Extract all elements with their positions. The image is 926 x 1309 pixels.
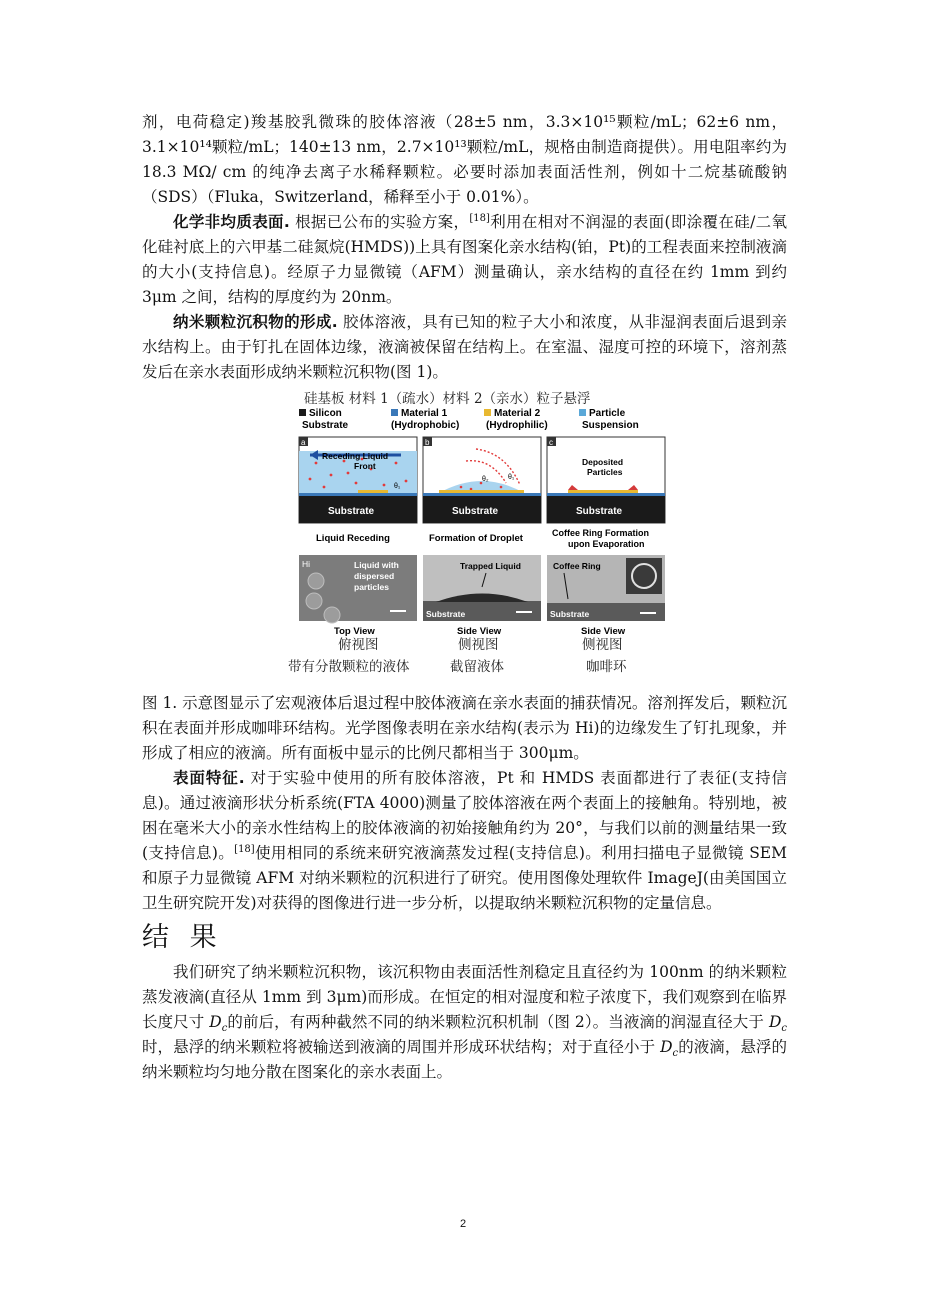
substrate-label-a: Substrate <box>328 506 375 517</box>
text-span: 时，悬浮的纳米颗粒将被输送到液滴的周围并形成环状结构；对于直径小于 <box>142 1038 661 1056</box>
paragraph-results <box>142 960 787 1085</box>
receding-label-1: Receding Liquid <box>322 451 389 461</box>
text-span: 的前后，有两种截然不同的纳米颗粒沉积机制（图 2）。当液滴的润湿直径大于 <box>227 1013 769 1031</box>
heading-deposit-formation: 纳米颗粒沉积物的形成. <box>173 313 338 331</box>
photo-a-label-1: Liquid with <box>354 560 399 570</box>
panel-title-c-2: upon Evaporation <box>568 539 645 549</box>
panel-title-c-1: Coffee Ring Formation <box>552 528 649 538</box>
text-span: 利用在相对不润湿的表面(即涂覆在硅/二氧化硅衬底上的六甲基二硅氮烷(HMDS))上具有图案化亲水结构(铂，Pt)的工程表面来控制液滴的大小(支持信息)。经原子力显微镜（AFM）测量确认，亲水结构的直径在约 1mm 到约 3μm 之间，结构的厚度约为 20nm。 <box>142 213 787 306</box>
paragraph-chemical-surface <box>142 210 787 310</box>
figure-1-caption: 图 1. 示意图显示了宏观液体后退过程中胶体液滴在亲水表面的捕获情况。溶剂挥发后，颗粒沉积在表面并形成咖啡环结构。光学图像表明在亲水结构(表示为 Hi)的边缘发生了钉扎现象，并形成了相应的液滴。所有面板中显示的比例尺都相当于 300μm。 <box>142 694 787 762</box>
photo-top-view <box>299 555 417 623</box>
symbol-dc <box>768 1013 787 1035</box>
panel-a <box>299 437 417 523</box>
legend-silicon-2: Substrate <box>302 420 349 431</box>
deposited-label-1: Deposited <box>582 457 624 467</box>
scale-bar-b <box>516 611 532 613</box>
legend-swatch-silicon <box>299 409 306 416</box>
legend-silicon-1: Silicon <box>309 408 342 419</box>
photo-c-label: Coffee Ring <box>553 561 601 571</box>
theta-2-b: θ₂ <box>482 476 489 483</box>
theta-1-a: θ₁ <box>394 483 401 490</box>
panel-b <box>423 437 541 523</box>
scale-bar-c <box>640 612 656 614</box>
reference-18[interactable]: [18] <box>469 212 490 224</box>
legend-material1-2: (Hydrophobic) <box>391 420 460 431</box>
legend-particle-1: Particle <box>589 408 626 419</box>
cn-view-side-1: 侧视图 <box>458 637 499 653</box>
photo-c-substrate: Substrate <box>550 609 590 619</box>
reference-18[interactable]: [18] <box>234 843 255 855</box>
cn-label-trapped: 截留液体 <box>450 659 504 675</box>
page-body <box>142 110 787 1085</box>
legend-material2-2: (Hydrophilic) <box>486 420 548 431</box>
theta-1-b: θ₁ <box>508 474 515 481</box>
symbol-d: D <box>768 1013 782 1031</box>
view-title-c: Side View <box>581 626 626 637</box>
legend-swatch-material1 <box>391 409 398 416</box>
legend-swatch-material2 <box>484 409 491 416</box>
text-span: 使用相同的系统来研究液滴蒸发过程(支持信息)。利用扫描电子显微镜 SEM 和原子力显微镜 AFM 对纳米颗粒的沉积进行了研究。使用图像处理软件 ImageJ(由美国国立卫生研究院开发)对获得的图像进行进一步分析，以提取纳米颗粒沉积物的定量信息。 <box>142 844 787 912</box>
photo-a-label-3: particles <box>354 582 389 592</box>
panel-letter-b: b <box>425 438 430 447</box>
view-title-b: Side View <box>457 626 502 637</box>
heading-chemical-surface: 化学非均质表面. <box>173 213 290 231</box>
symbol-d: D <box>209 1013 222 1031</box>
page-number: 2 <box>459 1218 467 1230</box>
receding-label-2: Front <box>354 461 376 471</box>
photo-side-view-ring <box>547 555 665 621</box>
legend-particle-2: Suspension <box>582 420 639 431</box>
heading-surface-characterization: 表面特征. <box>173 769 245 787</box>
scale-bar-a <box>390 610 406 612</box>
text-span: 根据已公布的实验方案， <box>295 213 470 231</box>
subscript-c: c <box>781 1023 787 1035</box>
symbol-d: D <box>660 1038 673 1056</box>
text-span: 对于实验中使用的所有胶体溶液，Pt 和 HMDS 表面都进行了表征(支持信息)。通过液滴形状分析系统(FTA 4000)测量了胶体溶液在两个表面上的接触角。特别地，被困在毫米大小的亲水性结构上的胶体液滴的初始接触角约为 20°，与我们以前的测量结果一致(支持信息)。 <box>142 769 788 862</box>
legend-swatch-particle <box>579 409 586 416</box>
photo-hi-label: Hi <box>302 559 311 569</box>
substrate-label-b: Substrate <box>452 506 499 517</box>
text-span: 的液滴，悬浮的纳米颗粒均匀地分散在图案化的亲水表面上。 <box>142 1038 787 1081</box>
section-title-results: 结 果 <box>142 922 223 953</box>
panel-c <box>547 437 665 523</box>
paragraph-surface-characterization <box>142 766 787 916</box>
subscript-c: c <box>221 1023 228 1035</box>
view-title-a: Top View <box>334 626 375 637</box>
deposited-label-2: Particles <box>587 467 623 477</box>
subscript-c: c <box>672 1048 679 1060</box>
photo-b-substrate: Substrate <box>426 609 466 619</box>
cn-label-liquid: 带有分散颗粒的液体 <box>288 659 410 675</box>
symbol-dc <box>209 1013 228 1035</box>
paragraph-materials: 剂，电荷稳定)羧基胶乳微珠的胶体溶液（28±5 nm，3.3×10¹⁵颗粒/mL；62±6 nm，3.1×10¹⁴颗粒/mL；140±13 nm，2.7×10¹³颗粒/mL，规格由制造商提供）。用电阻率约为 18.3 MΩ/ cm 的纯净去离子水稀释颗粒。必要时添加表面活性剂，例如十二烷基硫酸钠（SDS）（Fluka，Switzerland，稀释至小于 0.01%）。 <box>142 113 787 206</box>
figure-1-image <box>296 403 668 639</box>
substrate-label-c: Substrate <box>576 506 623 517</box>
photo-side-view-droplet <box>423 555 541 621</box>
legend-material2-1: Material 2 <box>494 408 541 419</box>
panel-letter-a: a <box>301 438 306 447</box>
text-span: 我们研究了纳米颗粒沉积物，该沉积物由表面活性剂稳定且直径约为 100nm 的纳米颗粒蒸发液滴(直径从 1mm 到 3μm)而形成。在恒定的相对湿度和粒子浓度下，我们观察到在临界长度尺寸 <box>142 963 787 1031</box>
panel-letter-c: c <box>549 438 553 447</box>
panel-title-a: Liquid Receding <box>316 533 390 544</box>
cn-label-coffee-ring: 咖啡环 <box>586 659 627 675</box>
panel-title-b: Formation of Droplet <box>429 533 523 544</box>
cn-view-top: 俯视图 <box>338 637 379 653</box>
photo-b-label: Trapped Liquid <box>460 561 521 571</box>
figure-1 <box>142 389 787 689</box>
text-span: 胶体溶液，具有已知的粒子大小和浓度，从非湿润表面后退到亲水结构上。由于钉扎在固体边缘，液滴被保留在结构上。在室温、湿度可控的环境下，溶剂蒸发后在亲水表面形成纳米颗粒沉积物(图 1)。 <box>142 313 787 381</box>
legend-material1-1: Material 1 <box>401 408 448 419</box>
paragraph-deposit-formation <box>142 310 787 385</box>
photo-a-label-2: dispersed <box>354 571 395 581</box>
figure-cn-legend: 硅基板 材料 1（疏水）材料 2（亲水）粒子悬浮 <box>304 391 591 407</box>
symbol-dc <box>660 1038 679 1060</box>
cn-view-side-2: 侧视图 <box>582 637 623 653</box>
